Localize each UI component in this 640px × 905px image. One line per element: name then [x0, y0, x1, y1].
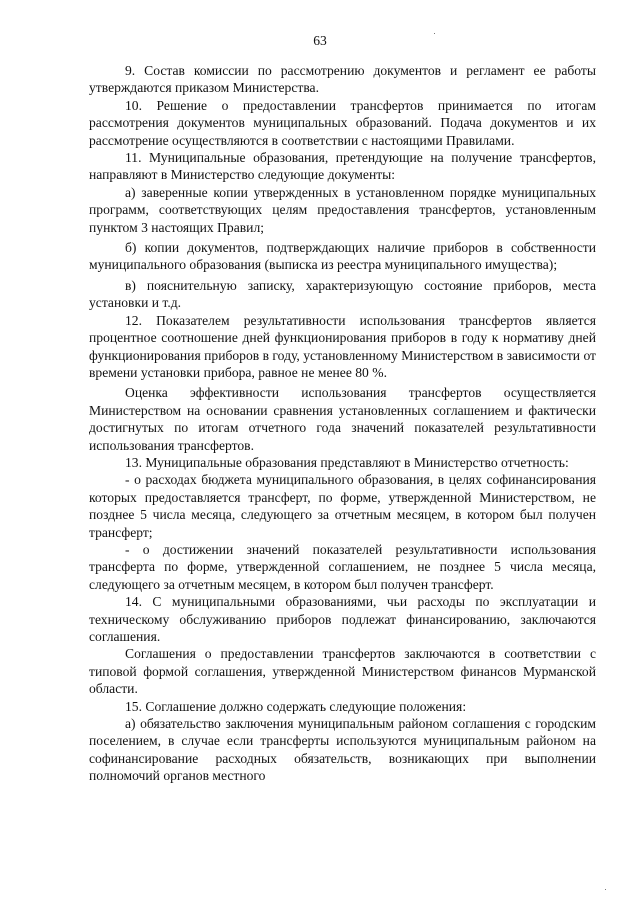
paragraph-10: 10. Решение о предоставлении трансфертов принимается по итогам рассмотрения документов муниципальных образований. Подача документов и их рассмотрение осуществляются в соответствии с настоящими Правилами.: [89, 97, 596, 148]
paragraph-15: 15. Соглашение должно содержать следующие положения:: [125, 698, 467, 714]
paragraph-11: 11. Муниципальные образования, претендующие на получение трансфертов, направляют в Министерство следующие документы:: [89, 150, 596, 183]
paragraph-12-evaluation: Оценка эффективности использования трансфертов осуществляется Министерством на основании сравнения установленных соглашением и фактически достигнутых по итогам отчетного года значений показателей результативности использования трансфертов.: [89, 385, 596, 453]
paragraph-11-item-a: а) заверенные копии утвержденных в установленном порядке муниципальных программ, соответствующих целям предоставления трансфертов, установленным пунктом 3 настоящих Правил;: [89, 184, 596, 235]
paragraph-14-agreements: Соглашения о предоставлении трансфертов заключаются в соответствии с типовой формой соглашения, утвержденной Министерством финансов Мурманской области.: [89, 646, 596, 697]
paragraph-14: 14. С муниципальными образованиями, чьи расходы по эксплуатации и техническому обслуживанию приборов подлежат финансированию, заключаются соглашения.: [89, 594, 596, 644]
scan-speck: [434, 33, 435, 34]
scan-speck: [605, 889, 606, 890]
paragraph-15-item-a: а) обязательство заключения муниципальным районом соглашения с городским поселением, в случае если трансферты используются муниципальным районом на софинансирование расходных обязательств, возникающих при выполнении полномочий органов местного: [89, 716, 596, 784]
document-body: [89, 62, 596, 785]
paragraph-13: 13. Муниципальные образования представляют в Министерство отчетность:: [125, 454, 569, 470]
paragraph-9: 9. Состав комиссии по рассмотрению документов и регламент ее работы утверждаются приказом Министерства.: [89, 63, 596, 96]
page-number: 63: [313, 33, 327, 48]
paragraph-12: 12. Показателем результативности использования трансфертов является процентное соотношение дней функционирования приборов в году к нормативу дней функционирования приборов в году, установленному Министерством в зависимости от времени установки прибора, равное не менее 80 %.: [89, 312, 596, 380]
paragraph-11-item-c: в) пояснительную записку, характеризующую состояние приборов, места установки и т.д.: [89, 277, 596, 311]
paragraph-11-item-b: б) копии документов, подтверждающих наличие приборов в собственности муниципального образования (выписка из реестра муниципального имущества);: [89, 240, 596, 273]
paragraph-13-indicators: - о достижении значений показателей результативности использования трансферта по форме, утвержденной соглашением, не позднее 5 числа месяца, следующего за отчетным месяцем, в котором был получен трансферт.: [89, 541, 596, 592]
paragraph-13-expenses: - о расходах бюджета муниципального образования, в целях софинансирования которых предоставляется трансферт, по форме, утвержденной Министерством, не позднее 5 числа месяца, следующего за отчетным месяцем, в котором был получен трансферт;: [89, 472, 596, 540]
